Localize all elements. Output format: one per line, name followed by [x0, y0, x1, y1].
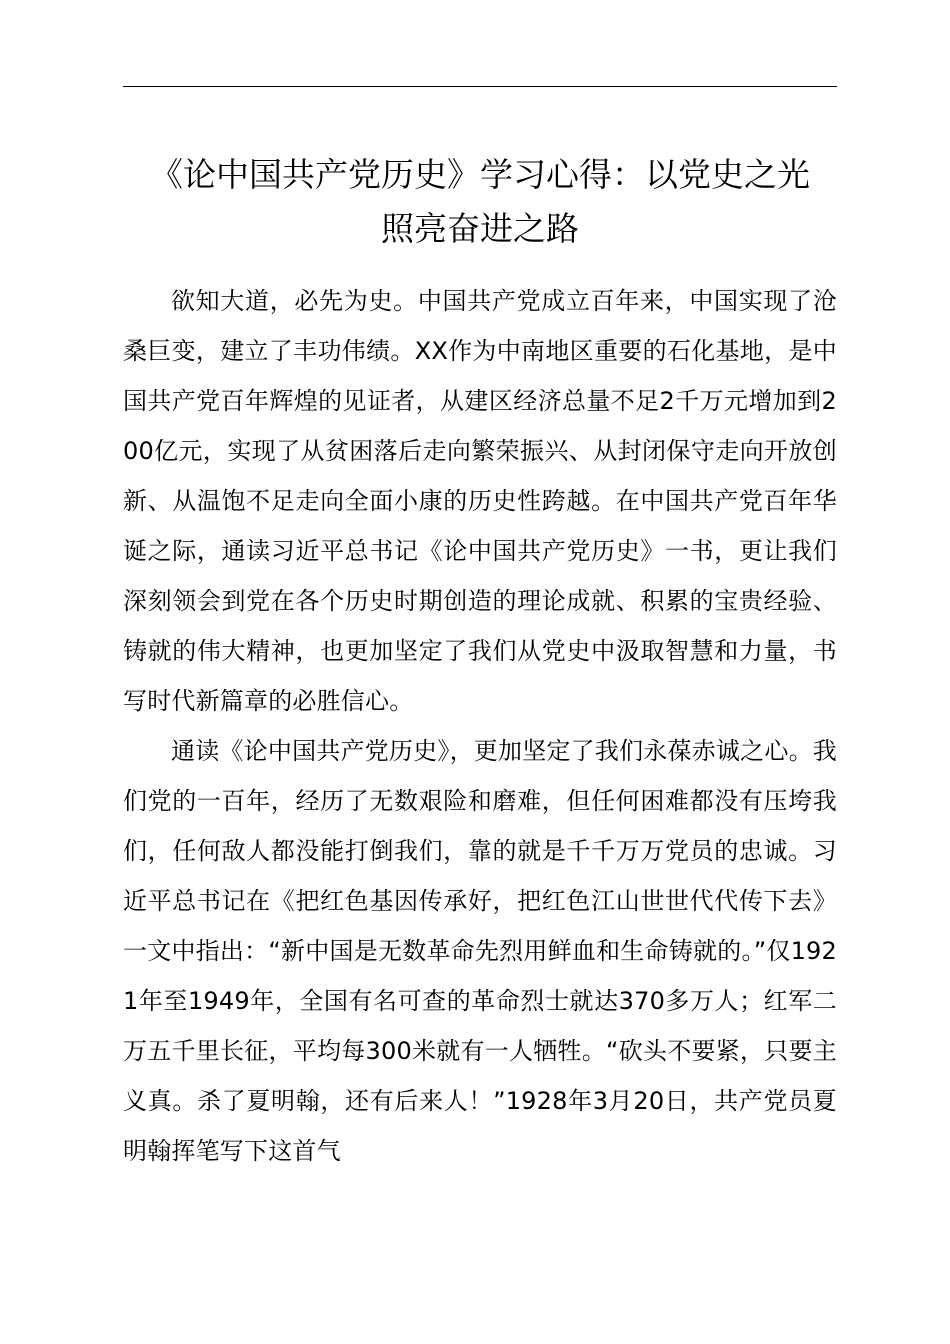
header-rule: [123, 86, 837, 87]
paragraph-1: 欲知大道，必先为史。中国共产党成立百年来，中国实现了沧桑巨变，建立了丰功伟绩。XX作为中南地区重要的石化基地，是中国共产党百年辉煌的见证者，从建区经济总量不足2千万元增加到200亿元，实现了从贫困落后走向繁荣振兴、从封闭保守走向开放创新、从温饱不足走向全面小康的历史性跨越。在中国共产党百年华诞之际，通读习近平总书记《论中国共产党历史》一书，更让我们深刻领会到党在各个历史时期创造的理论成就、积累的宝贵经验、铸就的伟大精神，也更加坚定了我们从党史中汲取智慧和力量，书写时代新篇章的必胜信心。: [123, 287, 837, 715]
document-body: [123, 276, 837, 1176]
title-line-1: 《论中国共产党历史》学习心得：以党史之光: [150, 155, 810, 194]
document-title: [123, 148, 837, 256]
title-line-2: 照亮奋进之路: [381, 209, 579, 248]
paragraph-2: 通读《论中国共产党历史》，更加坚定了我们永葆赤诚之心。我们党的一百年，经历了无数艰险和磨难，但任何困难都没有压垮我们，任何敌人都没能打倒我们，靠的就是千千万万党员的忠诚。习近平总书记在《把红色基因传承好，把红色江山世世代代传下去》一文中指出：“新中国是无数革命先烈用鲜血和生命铸就的。”仅1921年至1949年，全国有名可查的革命烈士就达370多万人；红军二万五千里长征，平均每300米就有一人牺牲。“砍头不要紧，只要主义真。杀了夏明翰，还有后来人！”1928年3月20日，共产党员夏明翰挥笔写下这首气: [123, 737, 837, 1165]
